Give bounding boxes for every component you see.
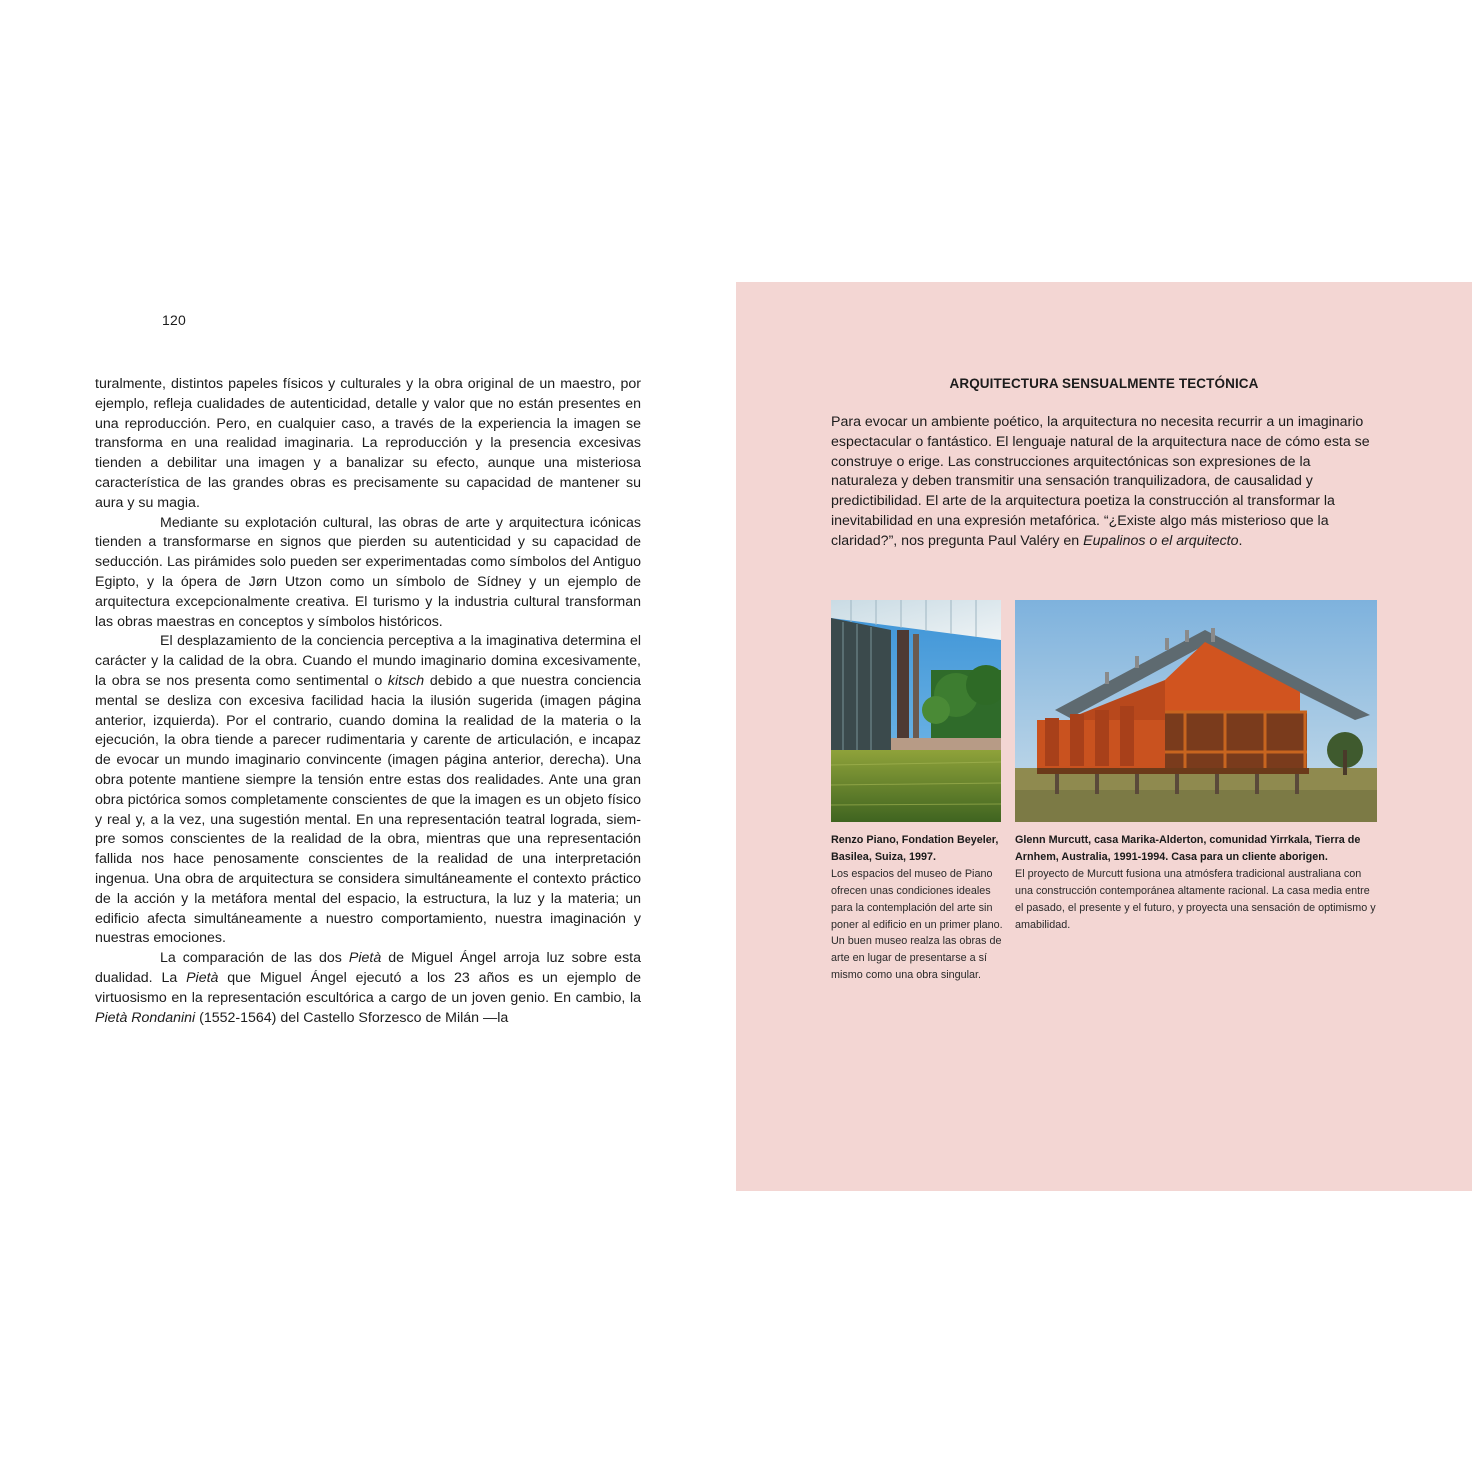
paragraph-1: turalmente, distintos papeles físicos y culturales y la obra original de un maestro, por ejemplo, refleja cualidades de autenticidad, detalle y valor que no están presentes en una reproducción. Pero, en cualquier caso, a través de la experiencia la imagen se transforma en una realidad imaginaria. La reproducción y la presencia excesivas tienden a debilitar una imagen y a banalizar su efecto, aunque una misteriosa característica de las grandes obras es precisamente su capacidad de mantener su aura y su magia.	[95, 376, 641, 511]
photo-fondation-beyeler	[831, 600, 1001, 822]
paragraph-4-emphasis-3: Pietà Rondanini	[95, 1009, 196, 1026]
sidebar-box	[736, 282, 1472, 1191]
paragraph-3-part-a: El desplazamiento de la conciencia perceptiva a la imaginativa determina el carácter y la calidad de la obra. Cuando el mundo imaginario domina excesivamente, la obra se nos presenta como sentimental o	[95, 633, 641, 689]
paragraph-4-part-b: de Miguel Ángel arroja luz sobre esta dualidad. La	[95, 950, 641, 986]
paragraph-3	[95, 632, 641, 949]
caption-piano-title: Renzo Piano, Fondation Beyeler, Basilea, Suiza, 1997.	[831, 834, 999, 863]
paragraph-4-part-a: La comparación de las dos	[160, 950, 349, 967]
paragraph-4-part-c: que Miguel Ángel ejecutó a los 23 años es un ejemplo de virtuosismo en la representación escultórica a cargo de un joven genio. En cambio, la	[95, 969, 641, 1006]
paragraph-4-emphasis-2: Pietà	[186, 969, 219, 986]
paragraph-4	[95, 949, 641, 1028]
sidebar-paragraph	[831, 413, 1377, 552]
caption-piano	[831, 832, 1003, 984]
sidebar-text-part-b: .	[1238, 532, 1243, 549]
paragraph-4-emphasis-1: Pietà	[348, 950, 382, 967]
paragraph-3-part-b: debido a que nuestra conciencia mental se desliza con excesiva facilidad hacia la ilusión sugerida (imagen página anterior, izquierda). Por el contrario, cuando domina la realidad de la materia o la ejecución, la obra tiende a parecer rudimentaria y carente de articulación, e incapaz de evocar un mundo imaginario convincente (imagen página anterior, derecha). Una obra potente mantiene siempre la tensión entre estas dos realidades. Ante una gran obra pictórica somos completamente conscientes de que la imagen es un objeto físico y real y, a la vez, una sugestión mental. En una representación teatral lograda, siempre somos conscientes de la realidad de la obra, mientras que una representación fallida nos hace penosamente conscientes de la realidad de una interpretación ingenua. Una obra de arquitectura se considera simultáneamente el contexto práctico de la acción y la metáfora mental del espacio, la estructura, la luz y la materia; un edificio afecta simultáneamente a nuestro comportamiento, nuestra imaginación y nuestras emociones.	[95, 672, 642, 947]
sidebar-text	[831, 413, 1377, 552]
sidebar-text-part-a: Para evocar un ambiente poético, la arquitectura no necesita recurrir a un imaginario espectacular o fantástico. El lenguaje natural de la arquitectura nace de cómo esta se construye o erige. Las construcciones arquitectónicas son expresiones de la naturaleza y deben transmitir una sensación tranquilizadora, de causalidad y predictibilidad. El arte de la arquitectura poetiza la construcción al transformar la inevitabilidad en una expresión metafórica. “¿Existe algo más misterioso que la claridad?”, nos pregunta Paul Valéry en	[831, 414, 1370, 549]
paragraph-2: Mediante su explotación cultural, las obras de arte y arquitectura icónicas tienden a transformarse en signos que pierden su autenticidad y su capacidad de seducción. Las pirámides solo pueden ser experimentadas como símbolos del Antiguo Egipto, y la ópera de Jørn Utzon como un símbolo de Sídney y un ejemplo de arquitectura excepcionalmente creativa. El turismo y la industria cultural transforman las obras maestras en conceptos y símbolos históricos.	[95, 514, 641, 630]
sidebar-text-emphasis: Eupalinos o el arquitecto	[1083, 532, 1239, 549]
caption-piano-text: Los espacios del museo de Piano ofrecen unas condiciones ideales para la contemplación del arte sin poner al edificio en un primer plano. Un buen museo realza las obras de arte en lugar de presentarse a sí mismo como una obra singular.	[831, 867, 1003, 982]
paragraph-4-part-d: (1552-1564) del Castello Sforzesco de Milán —la	[195, 1009, 509, 1026]
caption-murcutt-title: Glenn Murcutt, casa Marika-Alderton, comunidad Yirrkala, Tierra de Arnhem, Australia, 1991-1994. Casa para un cliente aborigen.	[1015, 834, 1361, 863]
sidebar-title: ARQUITECTURA SENSUALMENTE TECTÓNICA	[949, 376, 1259, 391]
photo-marika-alderton-house	[1015, 600, 1377, 822]
caption-murcutt	[1015, 832, 1377, 933]
paragraph-3-emphasis: kitsch	[387, 672, 425, 689]
main-text-column	[95, 375, 641, 1028]
page-number: 120	[162, 312, 186, 328]
caption-murcutt-text: El proyecto de Murcutt fusiona una atmósfera tradicional australiana con una construcción contemporánea altamente racional. La casa media entre el pasado, el presente y el futuro, y proyecta una sensación de optimismo y amabilidad.	[1015, 867, 1376, 931]
